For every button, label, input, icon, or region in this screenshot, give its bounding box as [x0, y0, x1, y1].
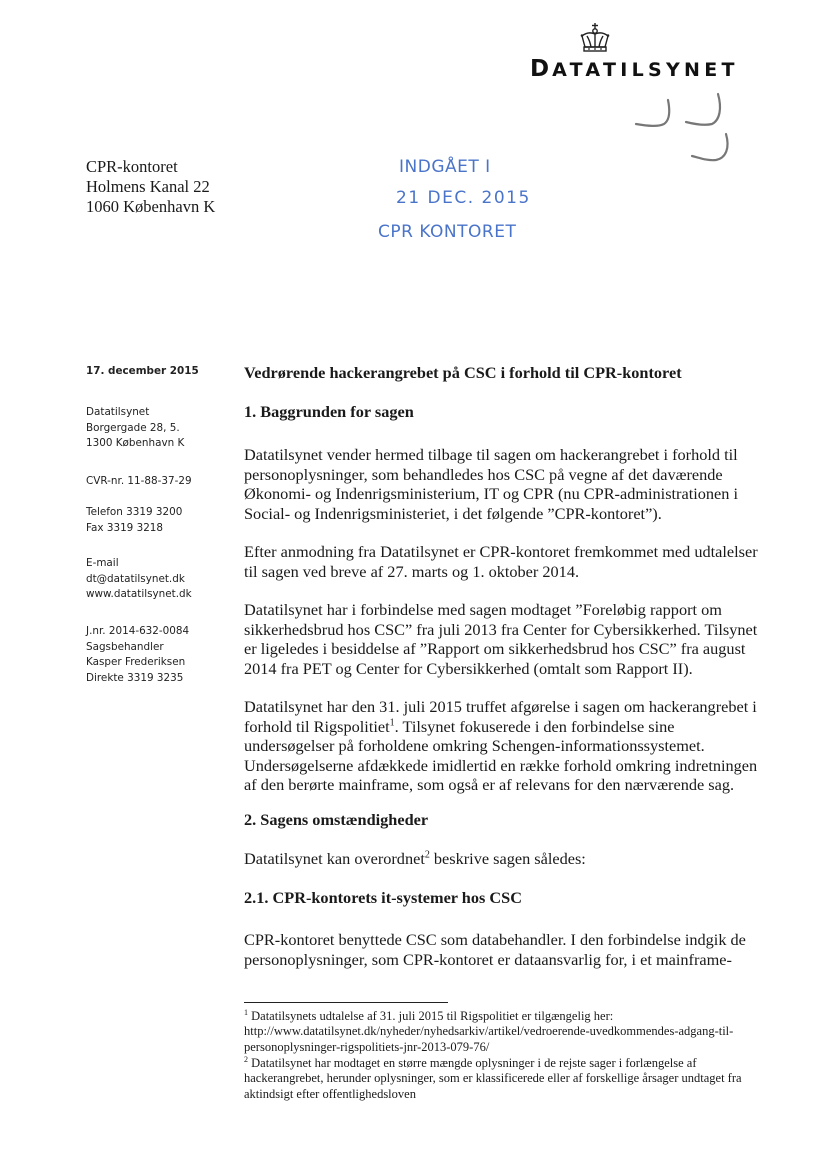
handwritten-mark: [630, 88, 740, 168]
footnote-ref-1[interactable]: 1: [389, 717, 395, 729]
paragraph-6: CPR-kontoret benyttede CSC som databehandler. I den forbindelse indgik de personoplysninger, som CPR-kontoret er dataansvarlig for, i et mainframe-: [244, 930, 746, 969]
crown-icon: [578, 22, 612, 54]
footnote-ref-2[interactable]: 2: [424, 849, 430, 861]
recipient-name: CPR-kontoret: [86, 157, 178, 176]
organization-logo: [530, 56, 739, 82]
footnote-1-link[interactable]: http://www.datatilsynet.dk/nyheder/nyhedsarkiv/artikel/vedroerende-uvedkommendes-adgang-til-personoplysninger-rigspolitiets-jnr-2013-079-76/: [244, 1024, 734, 1054]
sender-cvr: CVR-nr. 11-88-37-29: [86, 475, 192, 487]
email-label: E-mail: [86, 557, 119, 569]
sender-phones: [86, 505, 226, 536]
logo-wordmark: ATATILSYNET: [552, 59, 739, 81]
sender-city: 1300 København K: [86, 437, 185, 450]
sender-address: [86, 405, 226, 452]
received-stamp-office: CPR KONTORET: [378, 222, 517, 242]
direct-phone: Direkte 3319 3235: [86, 671, 184, 684]
sender-street: Borgergade 28, 5.: [86, 421, 180, 434]
logo-initial: D: [530, 56, 553, 82]
footnote-1-text: Datatilsynets udtalelse af 31. juli 2015 til Rigspolitiet er tilgængelig her:: [248, 1009, 614, 1023]
section-heading-2: 2. Sagens omstændigheder: [244, 810, 429, 829]
recipient-city: 1060 København K: [86, 197, 216, 216]
paragraph-4: [244, 697, 769, 795]
sender-fax: Fax 3319 3218: [86, 521, 164, 534]
footnote-1-number: 1: [244, 1007, 248, 1017]
footnote-divider: [244, 1002, 448, 1003]
section-heading-1: 1. Baggrunden for sagen: [244, 402, 414, 421]
email-link[interactable]: dt@datatilsynet.dk: [86, 572, 185, 585]
received-stamp-date: 21 DEC. 2015: [396, 188, 531, 208]
paragraph-5-text-b: beskrive sagen således:: [429, 849, 586, 868]
handler-name: Kasper Frederiksen: [86, 656, 186, 669]
letter-title: Vedrørende hackerangrebet på CSC i forhold til CPR-kontoret: [244, 363, 682, 382]
journal-number: J.nr. 2014-632-0084: [86, 625, 190, 637]
paragraph-4-text-a: Datatilsynet har den 31. juli 2015 truffet afgørelse i sagen om hackerangrebet i forhold til Rigspolitiet: [244, 697, 757, 736]
paragraph-2: Efter anmodning fra Datatilsynet er CPR-kontoret fremkommet med udtalelser til sagen ved breve af 27. marts og 1. oktober 2014.: [244, 542, 758, 581]
sender-org: Datatilsynet: [86, 406, 150, 418]
paragraph-4-text-b: . Tilsynet fokuserede i den forbindelse sine undersøgelser på forholdene omkring Schengen-informationssystemet. Undersøgelserne afdækkede imidlertid en række forhold omkring indretningen af den berørte mainframe, som også er af relevans for den nærværende sag.: [244, 716, 758, 794]
footnote-1: [244, 1009, 769, 1055]
sender-phone: Telefon 3319 3200: [86, 506, 183, 518]
sender-contact: [86, 556, 226, 603]
paragraph-1: Datatilsynet vender hermed tilbage til sagen om hackerangrebet i forhold til personoplysninger, som behandledes hos CSC på vegne af det daværende Økonomi- og Indenrigsministerium, IT og CPR (nu CPR-administrationen i Social- og Indenrigsministeriet, i det følgende ”CPR-kontoret”).: [244, 445, 738, 523]
paragraph-5: [244, 849, 769, 869]
recipient-address: [86, 157, 215, 217]
footnote-2: [244, 1056, 769, 1102]
website-link[interactable]: www.datatilsynet.dk: [86, 588, 192, 601]
footnote-2-number: 2: [244, 1054, 248, 1064]
section-heading-2-1: 2.1. CPR-kontorets it-systemer hos CSC: [244, 888, 522, 907]
received-stamp-label: INDGÅET I: [399, 157, 491, 177]
case-info: [86, 624, 226, 686]
letter-date: 17. december 2015: [86, 365, 199, 377]
recipient-street: Holmens Kanal 22: [86, 177, 210, 196]
paragraph-5-text-a: Datatilsynet kan overordnet: [244, 849, 425, 868]
handler-label: Sagsbehandler: [86, 640, 164, 653]
footnote-2-text: Datatilsynet har modtaget en større mængde oplysninger i de rejste sager i forlængelse af hackerangrebet, herunder oplysninger, som er klassificerede eller af forskellige årsager undtaget fra aktindsigt efter offentlighedsloven: [244, 1056, 742, 1101]
paragraph-3: Datatilsynet har i forbindelse med sagen modtaget ”Foreløbig rapport om sikkerhedsbrud hos CSC” fra juli 2013 fra Center for Cybersikkerhed. Tilsynet er ligeledes i besiddelse af ”Rapport om sikkerhedsbrud hos CSC” fra august 2014 fra PET og Center for Cybersikkerhed (omtalt som Rapport II).: [244, 600, 758, 678]
